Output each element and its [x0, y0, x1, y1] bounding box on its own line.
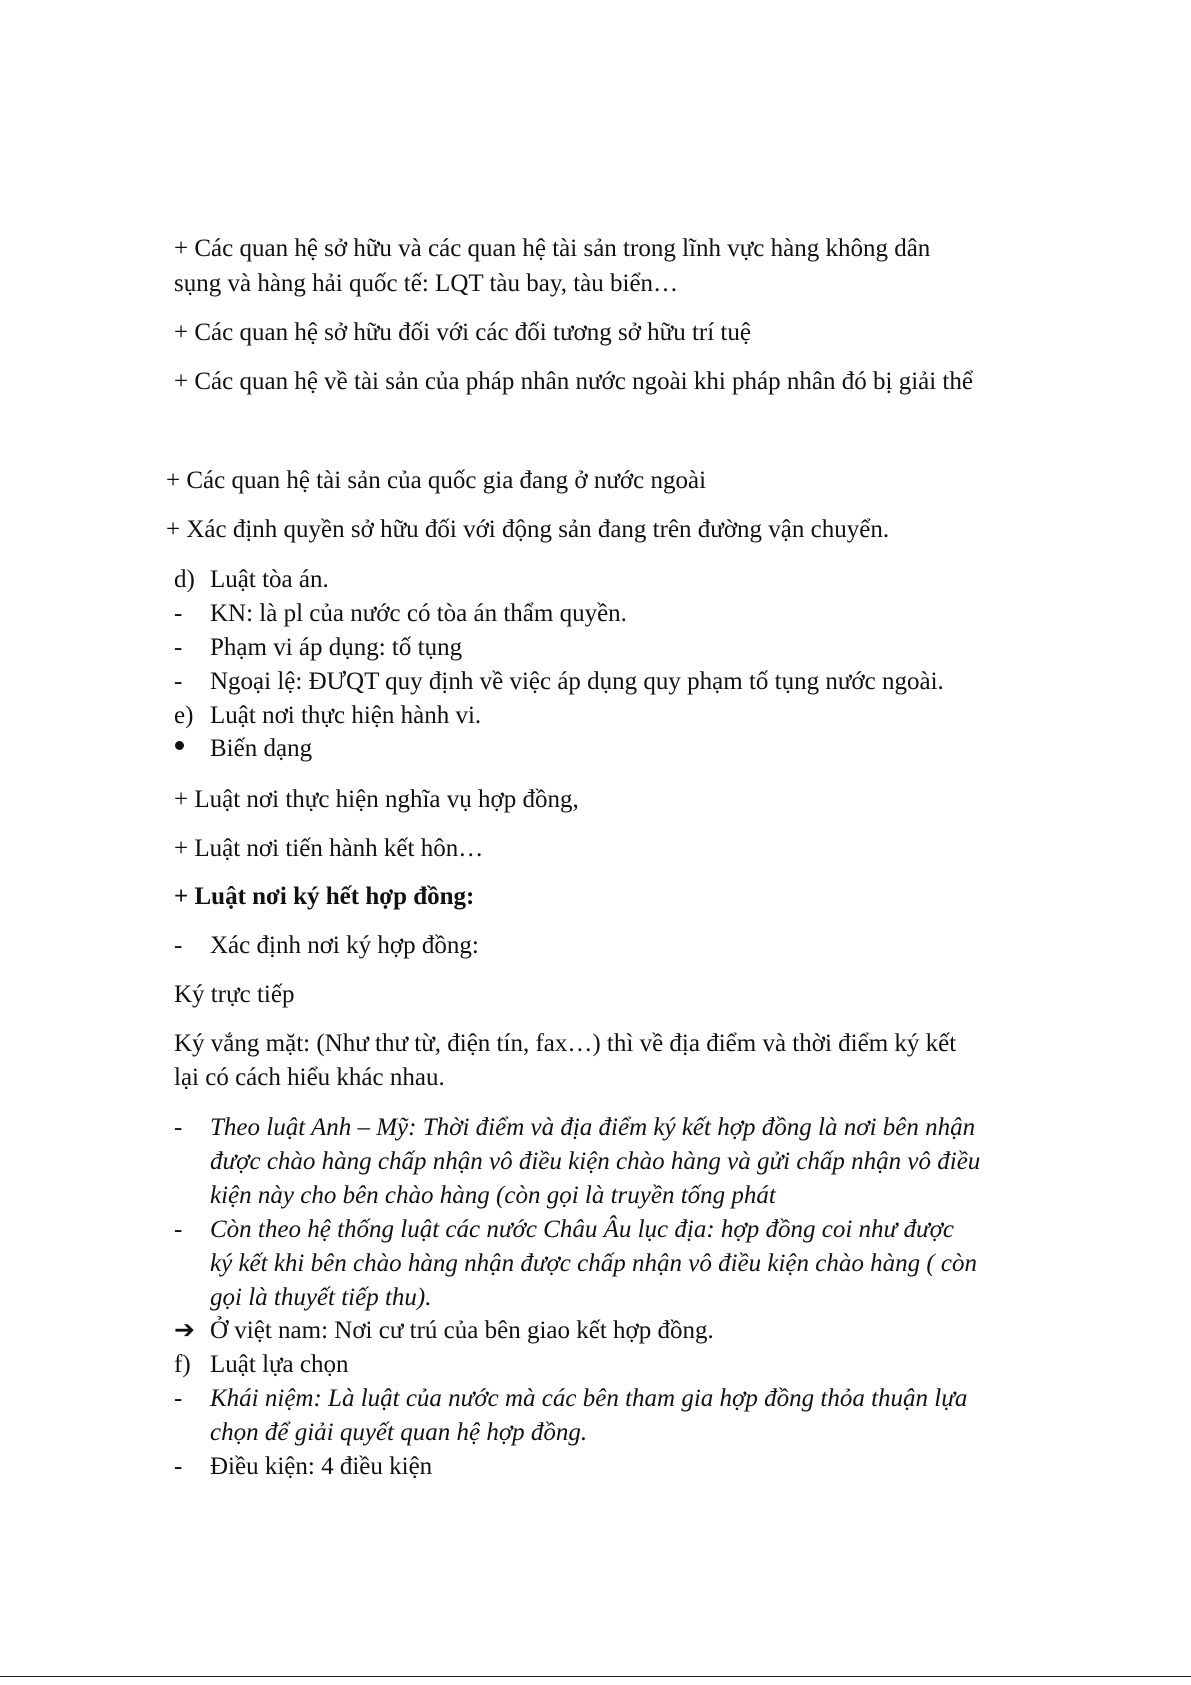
item-court-exception: Ngoại lệ: ĐƯQT quy định về việc áp dụng quy phạm tố tụng nước ngoài.: [210, 668, 944, 695]
item-chosen-law-concept-line1: Khái niệm: Là luật của nước mà các bên tham gia hợp đồng thỏa thuận lựa: [210, 1385, 968, 1412]
item-continental-line2: ký kết khi bên chào hàng nhận được chấp nhận vô điều kiện chào hàng ( còn: [210, 1250, 978, 1277]
para-intellectual-property: + Các quan hệ sở hữu đối với các đối tương sở hữu trí tuệ: [174, 319, 751, 346]
para-place-of-contract-signing: + Luật nơi ký hết hợp đồng:: [174, 883, 475, 910]
item-vietnam-rule: Ở việt nam: Nơi cư trú của bên giao kết hợp đồng.: [210, 1317, 714, 1344]
item-anglo-american-line1: Theo luật Anh – Mỹ: Thời điểm và địa điểm ký kết hợp đồng là nơi bên nhận: [210, 1114, 976, 1141]
item-anglo-american-line2: được chào hàng chấp nhận vô điều kiện chào hàng và gửi chấp nhận vô điều: [210, 1148, 981, 1175]
dash-marker: -: [174, 1114, 183, 1141]
heading-court-law: Luật tòa án.: [210, 566, 329, 593]
footer-rule: [0, 1676, 1191, 1677]
item-continental-line3: gọi là thuyết tiếp thu).: [210, 1284, 432, 1311]
list-marker-f: f): [174, 1351, 191, 1378]
item-court-scope: Phạm vi áp dụng: tố tụng: [210, 634, 463, 661]
para-place-of-marriage: + Luật nơi tiến hành kết hôn…: [174, 835, 484, 862]
dash-marker: -: [174, 634, 183, 661]
para-aviation-line1: + Các quan hệ sở hữu và các quan hệ tài sản trong lĩnh vực hàng không dân: [174, 235, 931, 262]
para-place-of-performance: + Luật nơi thực hiện nghĩa vụ hợp đồng,: [174, 786, 579, 813]
dash-marker: -: [174, 1385, 183, 1412]
para-legal-entity-dissolution: + Các quan hệ về tài sản của pháp nhân nước ngoài khi pháp nhân đó bị giải thể: [174, 368, 973, 395]
para-absent-signing-line1: Ký vắng mặt: (Như thư từ, điện tín, fax…) thì về địa điểm và thời điểm ký kết: [174, 1030, 957, 1057]
dash-marker: -: [174, 1453, 183, 1480]
para-movable-in-transit: + Xác định quyền sở hữu đối với động sản đang trên đường vận chuyển.: [166, 516, 890, 543]
item-anglo-american-line3: kiện này cho bên chào hàng (còn gọi là truyền tống phát: [210, 1182, 776, 1209]
para-state-assets-abroad: + Các quan hệ tài sản của quốc gia đang ở nước ngoài: [166, 467, 707, 494]
para-direct-signing: Ký trực tiếp: [174, 981, 295, 1008]
item-variants: Biến dạng: [210, 735, 313, 762]
list-marker-e: e): [174, 702, 194, 729]
para-absent-signing-line2: lại có cách hiểu khác nhau.: [174, 1064, 445, 1091]
list-marker-d: d): [174, 566, 195, 593]
item-determine-signing-place: Xác định nơi ký hợp đồng:: [210, 932, 479, 959]
item-chosen-law-conditions: Điều kiện: 4 điều kiện: [210, 1453, 433, 1480]
heading-chosen-law: Luật lựa chọn: [210, 1351, 349, 1378]
item-continental-line1: Còn theo hệ thống luật các nước Châu Âu lục địa: hợp đồng coi như được: [210, 1216, 955, 1243]
heading-place-of-act-law: Luật nơi thực hiện hành vi.: [210, 702, 482, 729]
dash-marker: -: [174, 932, 183, 959]
item-chosen-law-concept-line2: chọn để giải quyết quan hệ hợp đồng.: [210, 1419, 588, 1446]
dash-marker: -: [174, 1216, 183, 1243]
bullet-dot-icon: [175, 741, 184, 750]
para-aviation-line2: sụng và hàng hải quốc tế: LQT tàu bay, tàu biển…: [174, 270, 679, 297]
item-court-concept: KN: là pl của nước có tòa án thẩm quyền.: [210, 600, 627, 627]
arrow-right-icon: ➔: [174, 1317, 195, 1344]
dash-marker: -: [174, 668, 183, 695]
dash-marker: -: [174, 600, 183, 627]
